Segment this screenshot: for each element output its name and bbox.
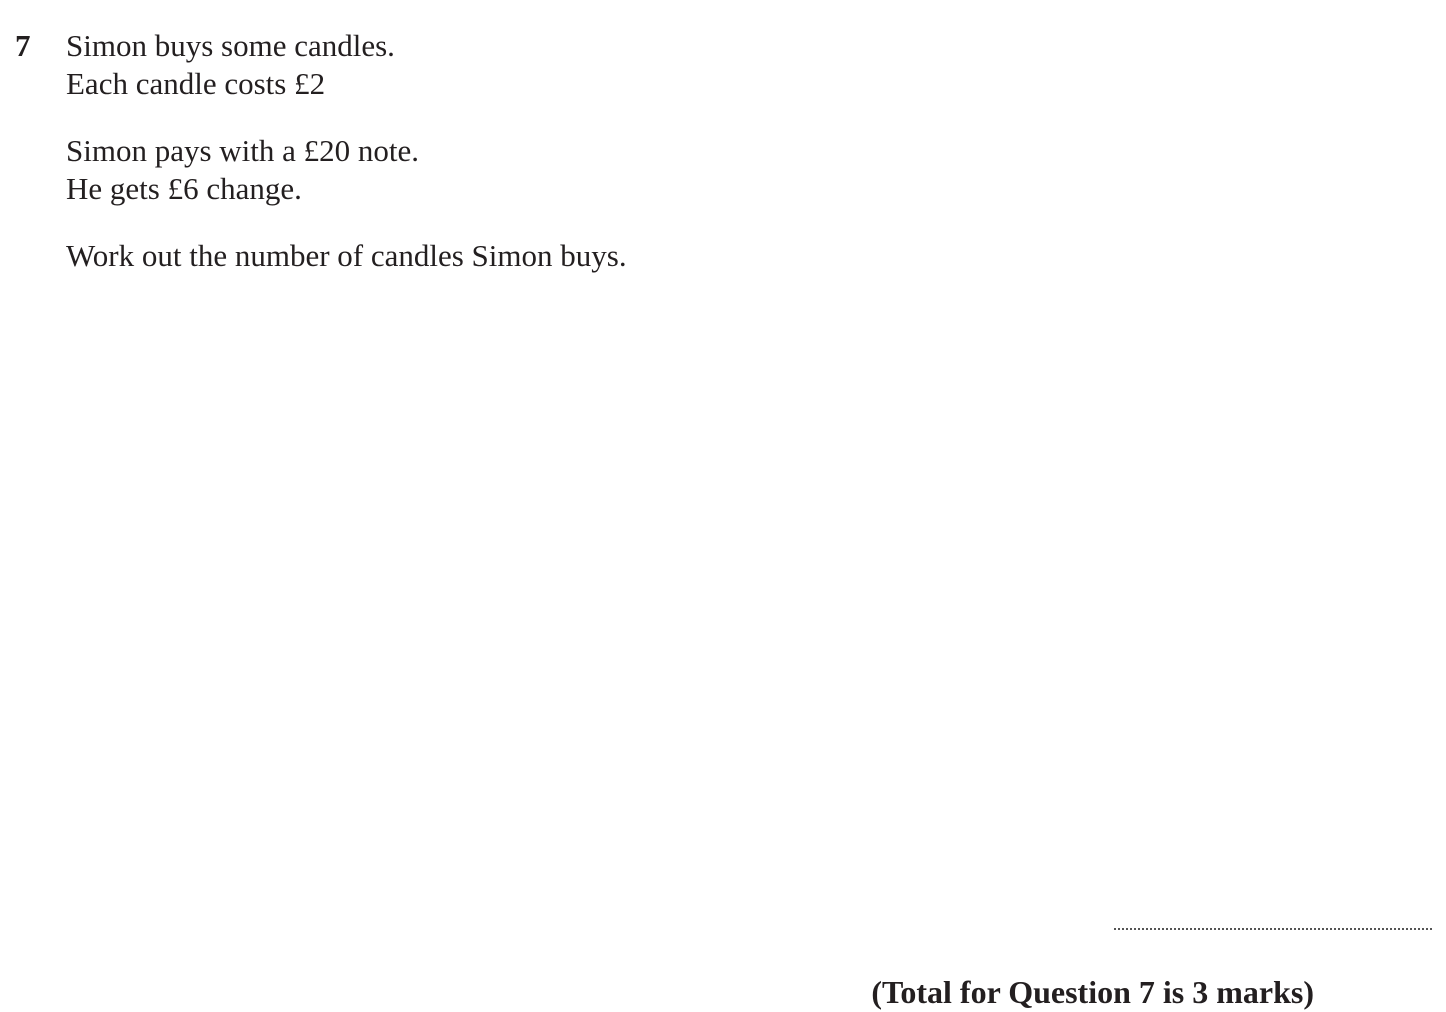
line-candles-bought: Simon buys some candles. [66,28,395,63]
line-candle-cost: Each candle costs £2 [66,66,326,101]
answer-line[interactable] [1114,928,1432,930]
paragraph-3 [66,237,627,275]
line-change: He gets £6 change. [66,171,302,206]
paragraph-1 [66,27,627,103]
question-number: 7 [15,28,31,63]
line-instruction: Work out the number of candles Simon buys. [66,238,627,273]
line-payment: Simon pays with a £20 note. [66,133,420,168]
paragraph-2 [66,132,627,208]
total-marks: (Total for Question 7 is 3 marks) [871,974,1314,1010]
question-body [66,27,627,304]
